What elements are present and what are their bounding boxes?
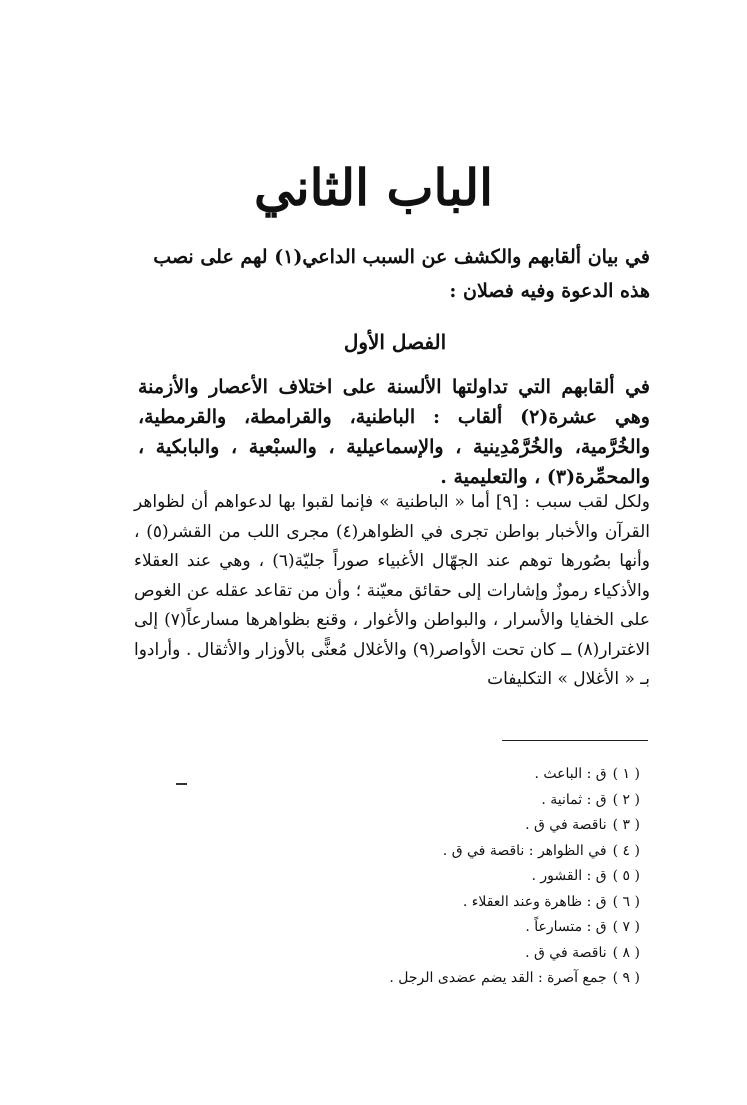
footnote-item (300, 864, 640, 890)
footnote-number: ( ١ ) (612, 766, 640, 782)
footnote-text: جمع آصرة : القد يضم عضدى الرجل . (389, 970, 607, 986)
footnote-number: ( ٦ ) (612, 893, 640, 910)
chapter-subtitle: في بيان ألقابهم والكشف عن السبب الداعي(١) لهم على نصب هذه الدعوة وفيه فصلان : (153, 246, 650, 302)
footnote-item (300, 813, 640, 839)
footnote-text: ناقصة في ق . (525, 944, 607, 961)
chapter-title: الباب الثاني (254, 158, 493, 217)
footnote-text: ق : متسارعاً . (525, 919, 607, 935)
intro-paragraph: في ألقابهم التي تداولتها الألسنة على اختلاف الأعصار والأزمنة وهي عشرة(٢) ألقاب : الباطنية، والقرامطة، والقرمطية، والخُرَّمية، والخُرَّمْدِينية ، والإسماعيلية ، والسبْعية ، والبابكية ، والمحمِّرة(٣) ، والتعليمية . (138, 376, 650, 488)
footnote-number: ( ٢ ) (612, 791, 640, 808)
footnote-text: ق : الباعث . (534, 766, 607, 782)
section-heading: الفصل الأول (343, 330, 447, 354)
footnote-text: ق : ظاهرة وعند العقلاء . (462, 893, 607, 910)
footnote-number: ( ٨ ) (612, 944, 640, 961)
footnote-item (300, 788, 640, 814)
footnote-item (300, 762, 640, 788)
footnote-item (300, 890, 640, 916)
footnote-item (300, 941, 640, 967)
footnotes-list (300, 762, 640, 992)
footnote-number: ( ٩ ) (612, 970, 640, 986)
footnote-number: ( ٧ ) (612, 919, 640, 935)
stray-ink-mark (176, 783, 187, 785)
footnote-item (300, 839, 640, 865)
footnote-number: ( ٤ ) (612, 842, 640, 859)
footnote-text: ق : القشور . (531, 868, 607, 884)
footnote-item (300, 966, 640, 992)
footnote-text: ناقصة في ق . (525, 817, 607, 833)
footnote-text: في الظواهر : ناقصة في ق . (442, 842, 607, 859)
footnote-item (300, 915, 640, 941)
footnote-text: ق : ثمانية . (541, 791, 607, 808)
body-paragraph: ولكل لقب سبب : [٩] أما « الباطنية » فإنما لقبوا بها لدعواهم أن لظواهر القرآن والأخبار بواطن تجرى في الظواهر(٤) مجرى اللب من القشر(٥) ، وأنها بصُورها توهم عند الجهّال الأغبياء صوراً جليّة(٦) ، وهي عند العقلاء والأذكياء رموزٌ وإشارات إلى حقائق معيّنة ؛ وأن من تقاعد عقله عن الغوص على الخفايا والأسرار ، والبواطن والأغوار ، وقنع بظواهرها مسارعاً(٧) إلى الاغترار(٨) ــ كان تحت الأواصر(٩) والأغلال مُعنًّى بالأوزار والأثقال . وأرادوا بـ « الأغلال » التكليفات (134, 492, 650, 689)
footnote-separator (502, 740, 648, 741)
footnote-number: ( ٣ ) (612, 817, 640, 833)
footnote-number: ( ٥ ) (612, 868, 640, 884)
